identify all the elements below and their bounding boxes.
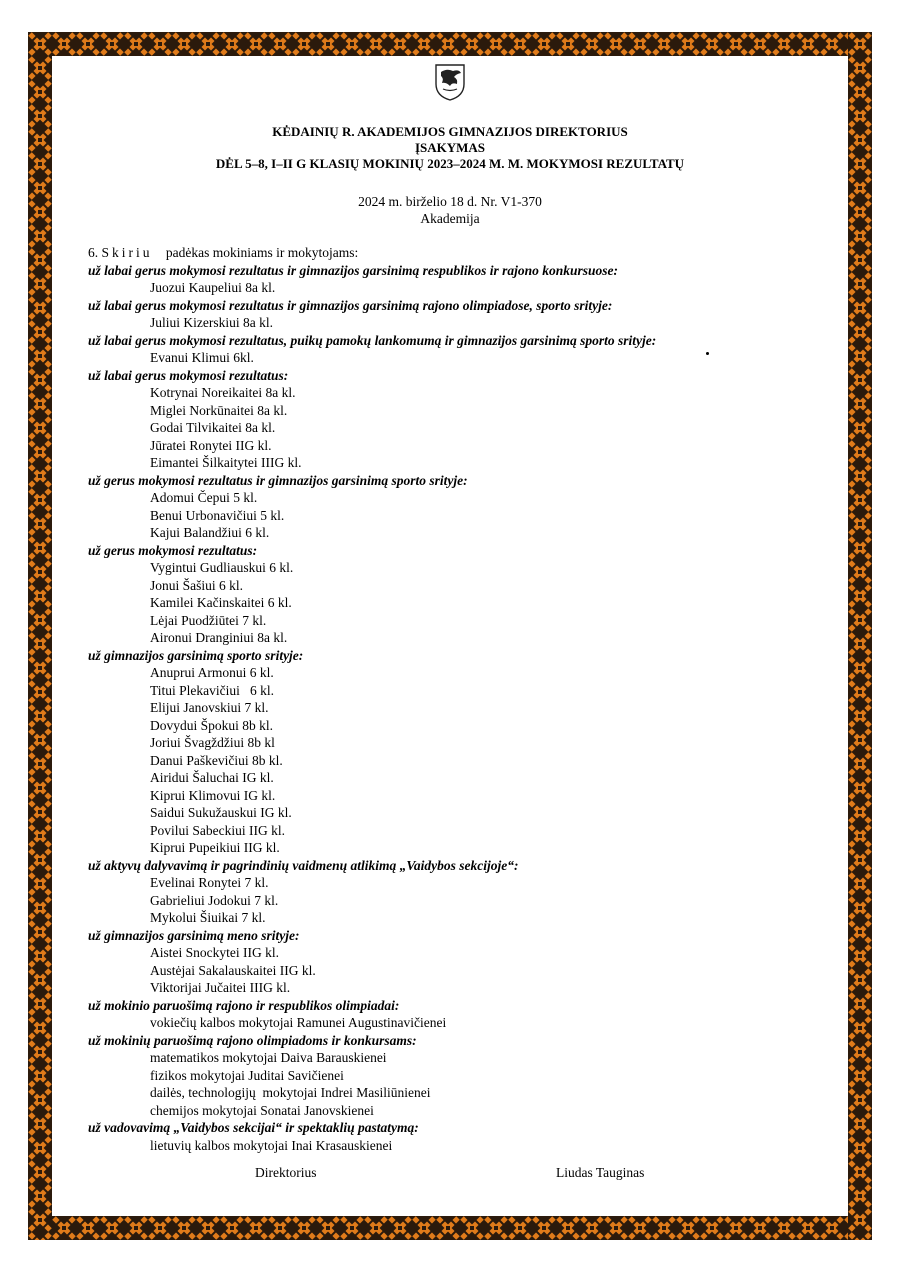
section-title: už vadovavimą „Vaidybos sekcijai“ ir spektaklių pastatymą:: [88, 1120, 419, 1135]
section-title: už labai gerus mokymosi rezultatus ir gimnazijos garsinimą respublikos ir rajono konkursuose:: [88, 262, 619, 278]
recipient-entry: Gabrieliui Jodokui 7 kl.: [150, 892, 279, 908]
intro-verb: Skiriu: [101, 245, 153, 260]
intro-number: 6.: [88, 245, 99, 260]
document-body: [88, 244, 828, 1154]
section-title: už gimnazijos garsinimą sporto srityje:: [88, 647, 304, 663]
recipient-entry: matematikos mokytojai Daiva Barauskienei: [150, 1050, 387, 1065]
recipient-entry: Evelinai Ronytei 7 kl.: [150, 875, 269, 890]
recipient-entry: Kotrynai Noreikaitei 8a kl.: [150, 385, 296, 400]
recipient-entry: Jūratei Ronytei IIG kl.: [150, 437, 272, 453]
recipient-entry: Titui Plekavičiui 6 kl.: [150, 682, 275, 698]
document-subject: DĖL 5–8, I–II G KLASIŲ MOKINIŲ 2023–2024 M. M. MOKYMOSI REZULTATŲ: [215, 156, 685, 171]
recipient-entry: fizikos mokytojai Juditai Savičienei: [150, 1067, 344, 1083]
signature-position: Direktorius: [255, 1165, 317, 1180]
recipient-entry: Adomui Čepui 5 kl.: [150, 490, 258, 505]
recipient-entry: Vygintui Gudliauskui 6 kl.: [150, 560, 294, 575]
section-title: už labai gerus mokymosi rezultatus, puikų pamokų lankomumą ir gimnazijos garsinimą sporto srityje:: [88, 332, 657, 348]
ornamental-border-top: [28, 32, 872, 56]
recipient-entry: Kiprui Pupeikiui IIG kl.: [150, 840, 280, 855]
section-title: už labai gerus mokymosi rezultatus:: [88, 367, 289, 383]
recipient-entry: Kajui Balandžiui 6 kl.: [150, 525, 270, 540]
recipient-entry: Austėjai Sakalauskaitei IIG kl.: [150, 962, 316, 978]
recipient-entry: Lėjai Puodžiūtei 7 kl.: [150, 612, 267, 628]
recipient-entry: Kamilei Kačinskaitei 6 kl.: [150, 595, 292, 610]
recipient-entry: Aironui Dranginiui 8a kl.: [150, 630, 288, 645]
section-title: už gerus mokymosi rezultatus ir gimnazijos garsinimą sporto srityje:: [88, 472, 468, 488]
recipient-entry: Viktorijai Jučaitei IIIG kl.: [150, 980, 291, 995]
signature-name: Liudas Tauginas: [556, 1165, 645, 1180]
section-title: už gimnazijos garsinimą meno srityje:: [88, 927, 300, 943]
recipient-entry: vokiečių kalbos mokytojai Ramunei Augustinavičienei: [150, 1015, 447, 1030]
recipient-entry: Benui Urbonavičiui 5 kl.: [150, 507, 285, 523]
recipient-entry: Dovydui Špokui 8b kl.: [150, 717, 274, 733]
document-place: Akademija: [420, 211, 480, 226]
recipient-entry: Anuprui Armonui 6 kl.: [150, 665, 274, 680]
document-date-number: 2024 m. birželio 18 d. Nr. V1-370: [358, 194, 542, 209]
recipient-entry: Airidui Šaluchai IG kl.: [150, 770, 274, 785]
recipient-entry: Saidui Sukužauskui IG kl.: [150, 805, 292, 820]
recipient-entry: Godai Tilvikaitei 8a kl.: [150, 420, 276, 435]
ornamental-border-bottom: [28, 1216, 872, 1240]
recipient-entry: Mykolui Šiuikai 7 kl.: [150, 910, 266, 925]
intro-text: padėkas mokiniams ir mokytojams:: [165, 245, 359, 260]
recipient-entry: lietuvių kalbos mokytojai Inai Krasauskienei: [150, 1137, 393, 1153]
intro-line: [88, 244, 828, 262]
section-title: už labai gerus mokymosi rezultatus ir gimnazijos garsinimą rajono olimpiadose, sporto srityje:: [88, 297, 613, 313]
recipient-entry: dailės, technologijų mokytojai Indrei Masiliūnienei: [150, 1085, 431, 1100]
recipient-entry: Evanui Klimui 6kl.: [150, 350, 254, 365]
recipient-entry: Eimantei Šilkaitytei IIIG kl.: [150, 455, 302, 470]
recipient-entry: Danui Paškevičiui 8b kl.: [150, 752, 283, 768]
coat-of-arms-icon: [433, 62, 467, 102]
recipient-entry: Povilui Sabeckiui IIG kl.: [150, 822, 285, 838]
stray-dot: [706, 352, 709, 355]
section-title: už gerus mokymosi rezultatus:: [88, 542, 258, 558]
recipient-entry: Aistei Snockytei IIG kl.: [150, 945, 279, 960]
recipient-entry: Kiprui Klimovui IG kl.: [150, 787, 276, 803]
recipient-entry: chemijos mokytojai Sonatai Janovskienei: [150, 1102, 374, 1118]
section-title: už mokinių paruošimą rajono olimpiadoms ir konkursams:: [88, 1032, 417, 1048]
recipient-entry: Juozui Kaupeliui 8a kl.: [150, 280, 276, 295]
institution-title: KĖDAINIŲ R. AKADEMIJOS GIMNAZIJOS DIREKTORIUS: [272, 124, 628, 139]
recipient-entry: Jonui Šašiui 6 kl.: [150, 577, 244, 593]
recipient-entry: Miglei Norkūnaitei 8a kl.: [150, 402, 288, 418]
recipient-entry: Elijui Janovskiui 7 kl.: [150, 700, 269, 715]
section-title: už aktyvų dalyvavimą ir pagrindinių vaidmenų atlikimą „Vaidybos sekcijoje“:: [88, 857, 519, 873]
recipient-entry: Juliui Kizerskiui 8a kl.: [150, 315, 273, 330]
award-sections: [88, 262, 828, 1155]
document-type: ĮSAKYMAS: [414, 140, 486, 155]
section-title: už mokinio paruošimą rajono ir respublikos olimpiadai:: [88, 997, 400, 1013]
recipient-entry: Joriui Švagždžiui 8b kl: [150, 735, 275, 750]
